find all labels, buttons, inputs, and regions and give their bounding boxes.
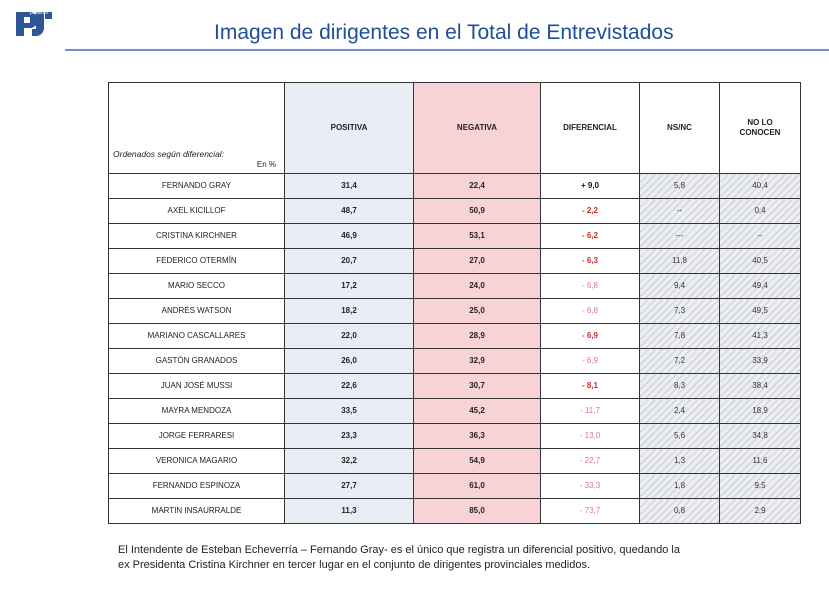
positiva-cell: 22,6 [285, 374, 414, 399]
nsnc-cell: 7,3 [640, 299, 720, 324]
footnote-line-1: El Intendente de Esteban Echeverría – Fernando Gray- es el único que registra un diferencial positivo, quedando la [118, 544, 680, 556]
name-cell: VERONICA MAGARIO [109, 449, 285, 474]
table-row [109, 499, 801, 524]
diferencial-cell: - 6,9 [541, 349, 640, 374]
positiva-cell: 32,2 [285, 449, 414, 474]
positiva-cell: 22,0 [285, 324, 414, 349]
name-cell: ANDRÉS WATSON [109, 299, 285, 324]
nsnc-cell: --- [640, 224, 720, 249]
no-conocen-cell: -- [720, 224, 801, 249]
table-row [109, 349, 801, 374]
negativa-cell: 27,0 [414, 249, 541, 274]
name-cell: GASTÓN GRANADOS [109, 349, 285, 374]
diferencial-cell: - 73,7 [541, 499, 640, 524]
nsnc-cell: 7,8 [640, 324, 720, 349]
no-conocen-cell: 49,5 [720, 299, 801, 324]
name-cell: FEDERICO OTERMÍN [109, 249, 285, 274]
negativa-cell: 54,9 [414, 449, 541, 474]
name-column-header [109, 83, 285, 174]
nsnc-cell: 7,2 [640, 349, 720, 374]
no-conocen-cell: 0,4 [720, 199, 801, 224]
nsnc-cell: -- [640, 199, 720, 224]
no-lo-conocen-line-2: CONOCEN [739, 128, 781, 137]
diferencial-cell: - 2,2 [541, 199, 640, 224]
diferencial-column-header: DIFERENCIAL [541, 83, 640, 174]
no-conocen-cell: 38,4 [720, 374, 801, 399]
no-lo-conocen-line-1: NO LO [747, 118, 773, 127]
nsnc-cell: 11,8 [640, 249, 720, 274]
nsnc-cell: 1,3 [640, 449, 720, 474]
positiva-cell: 23,3 [285, 424, 414, 449]
negativa-cell: 45,2 [414, 399, 541, 424]
negativa-cell: 36,3 [414, 424, 541, 449]
footnote-line-2: ex Presidenta Cristina Kirchner en tercer lugar en el conjunto de dirigentes provinciales medidos. [118, 559, 591, 571]
diferencial-cell: - 22,7 [541, 449, 640, 474]
table-row [109, 299, 801, 324]
no-conocen-cell: 40,5 [720, 249, 801, 274]
table-row [109, 424, 801, 449]
positiva-cell: 31,4 [285, 174, 414, 199]
name-cell: MARTIN INSAURRALDE [109, 499, 285, 524]
name-cell: JUAN JOSÉ MUSSI [109, 374, 285, 399]
unit-note: En % [256, 160, 276, 169]
negativa-column-header: NEGATIVA [414, 83, 541, 174]
no-conocen-cell: 18,9 [720, 399, 801, 424]
table-row [109, 224, 801, 249]
no-conocen-cell: 49,4 [720, 274, 801, 299]
diferencial-cell: - 6,9 [541, 324, 640, 349]
positiva-cell: 48,7 [285, 199, 414, 224]
page-title: Imagen de dirigentes en el Total de Entrevistados [214, 21, 674, 44]
diferencial-cell: - 8,1 [541, 374, 640, 399]
diferencial-cell: - 6,2 [541, 224, 640, 249]
no-conocen-cell: 40,4 [720, 174, 801, 199]
positiva-cell: 20,7 [285, 249, 414, 274]
nsnc-cell: 1,8 [640, 474, 720, 499]
positiva-cell: 33,5 [285, 399, 414, 424]
diferencial-cell: - 6,8 [541, 274, 640, 299]
positiva-column-header: POSITIVA [285, 83, 414, 174]
diferencial-cell: - 6,3 [541, 249, 640, 274]
negativa-cell: 32,9 [414, 349, 541, 374]
name-cell: FERNANDO ESPINOZA [109, 474, 285, 499]
nsnc-cell: 2,4 [640, 399, 720, 424]
diferencial-cell: + 9,0 [541, 174, 640, 199]
no-conocen-cell: 41,3 [720, 324, 801, 349]
positiva-cell: 26,0 [285, 349, 414, 374]
positiva-cell: 27,7 [285, 474, 414, 499]
nsnc-cell: 9,4 [640, 274, 720, 299]
positiva-cell: 11,3 [285, 499, 414, 524]
name-cell: JORGE FERRARESI [109, 424, 285, 449]
leaders-image-table [108, 82, 801, 524]
diferencial-cell: - 13,0 [541, 424, 640, 449]
positiva-cell: 46,9 [285, 224, 414, 249]
table-row [109, 249, 801, 274]
no-conocen-cell: 34,8 [720, 424, 801, 449]
positiva-cell: 17,2 [285, 274, 414, 299]
table-row [109, 274, 801, 299]
diferencial-cell: - 33,3 [541, 474, 640, 499]
table-row [109, 399, 801, 424]
negativa-cell: 53,1 [414, 224, 541, 249]
negativa-cell: 85,0 [414, 499, 541, 524]
no-conocen-cell: 33,9 [720, 349, 801, 374]
table-row [109, 449, 801, 474]
negativa-cell: 25,0 [414, 299, 541, 324]
name-cell: MARIANO CASCALLARES [109, 324, 285, 349]
table-row [109, 324, 801, 349]
table-row [109, 474, 801, 499]
footnote [118, 543, 798, 573]
no-lo-conocen-column-header [720, 83, 801, 174]
nsnc-column-header: NS/NC [640, 83, 720, 174]
logo-text: politikon [30, 10, 49, 16]
nsnc-cell: 8,3 [640, 374, 720, 399]
name-cell: MARIO SECCO [109, 274, 285, 299]
name-cell: FERNANDO GRAY [109, 174, 285, 199]
sort-note: Ordenados según diferencial: [113, 149, 225, 159]
name-cell: AXEL KICILLOF [109, 199, 285, 224]
negativa-cell: 28,9 [414, 324, 541, 349]
table-row [109, 199, 801, 224]
negativa-cell: 61,0 [414, 474, 541, 499]
no-conocen-cell: 9,5 [720, 474, 801, 499]
table-row [109, 174, 801, 199]
negativa-cell: 24,0 [414, 274, 541, 299]
nsnc-cell: 0,8 [640, 499, 720, 524]
positiva-cell: 18,2 [285, 299, 414, 324]
nsnc-cell: 5,8 [640, 174, 720, 199]
negativa-cell: 50,9 [414, 199, 541, 224]
title-divider [65, 49, 829, 51]
negativa-cell: 30,7 [414, 374, 541, 399]
no-conocen-cell: 11,6 [720, 449, 801, 474]
table-header-row [109, 83, 801, 174]
table-row [109, 374, 801, 399]
name-cell: CRISTINA KIRCHNER [109, 224, 285, 249]
no-conocen-cell: 2,9 [720, 499, 801, 524]
diferencial-cell: - 11,7 [541, 399, 640, 424]
name-cell: MAYRA MENDOZA [109, 399, 285, 424]
negativa-cell: 22,4 [414, 174, 541, 199]
nsnc-cell: 5,6 [640, 424, 720, 449]
diferencial-cell: - 6,8 [541, 299, 640, 324]
